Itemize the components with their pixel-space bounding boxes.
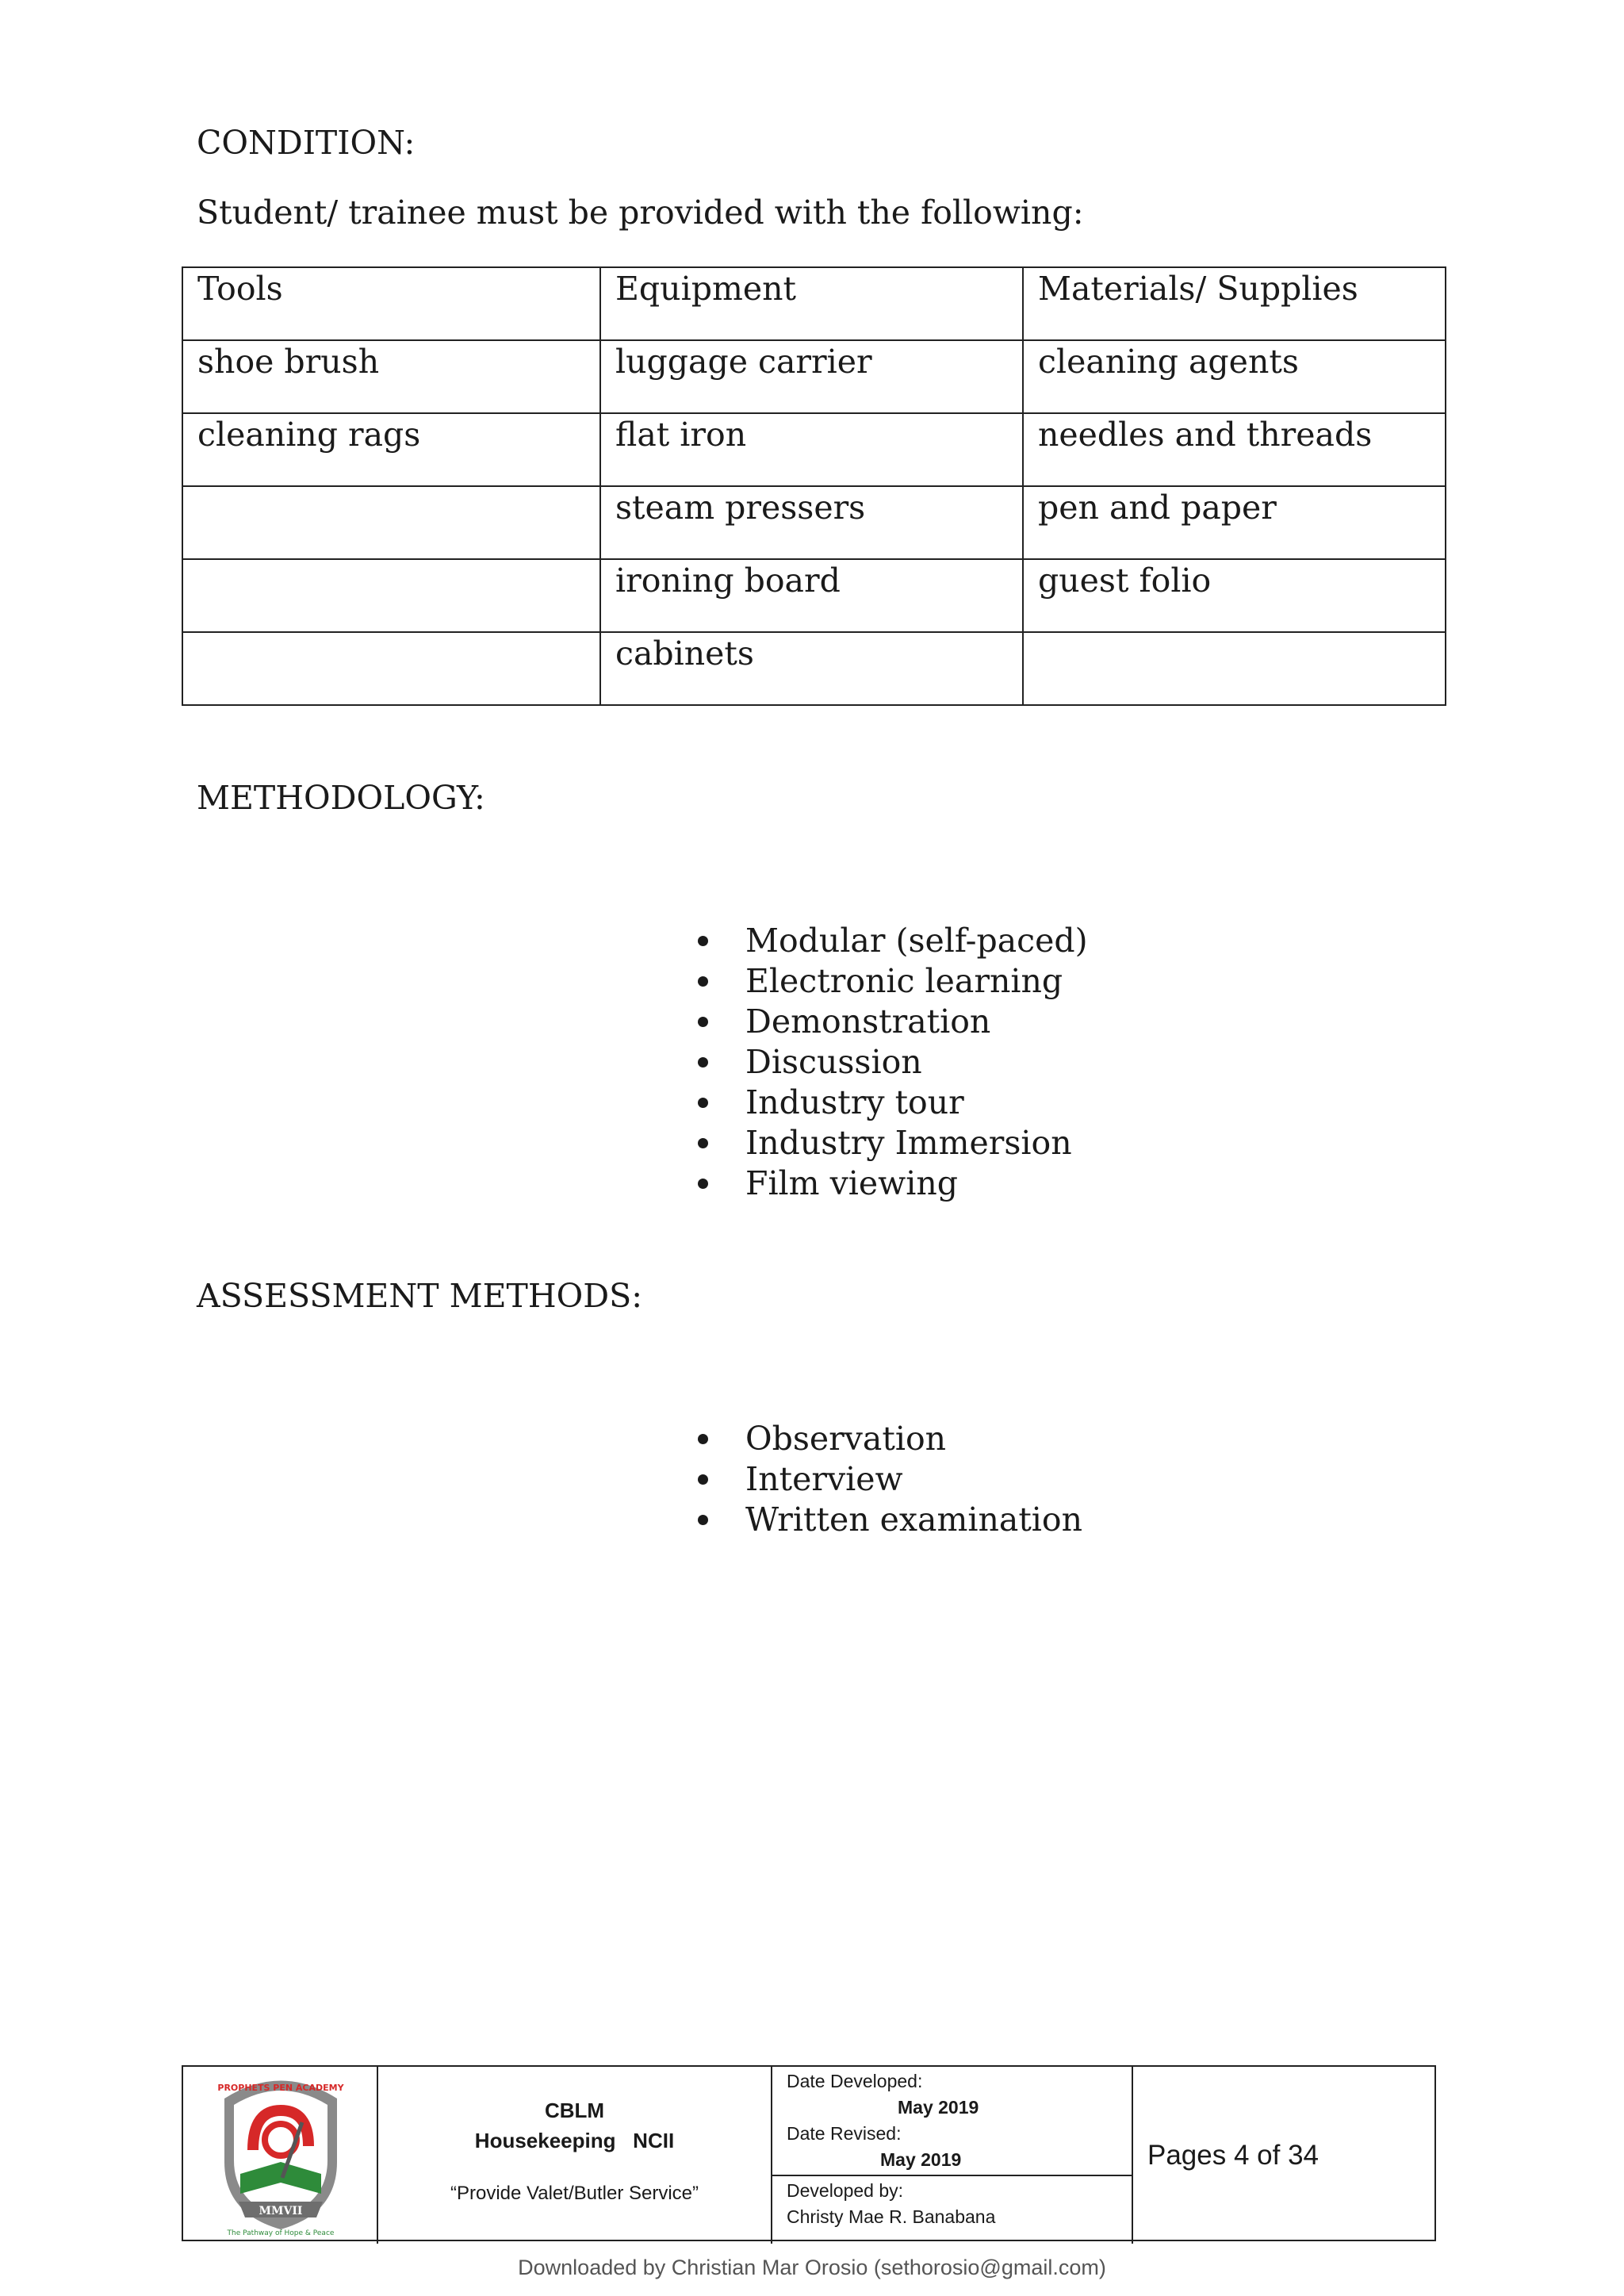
table-row [182, 486, 1446, 559]
table-cell: cleaning rags [182, 413, 600, 486]
footer-title-line2: Housekeeping NCII [474, 2129, 675, 2152]
footer-subtitle: “Provide Valet/Butler Service” [450, 2183, 699, 2204]
table-cell: cleaning agents [1023, 340, 1446, 413]
list-item: Industry Immersion [698, 1123, 1088, 1163]
methodology-list [698, 921, 1088, 1204]
table-row [182, 632, 1446, 705]
header-tools: Tools [182, 267, 600, 340]
date-developed-value: May 2019 [898, 2097, 979, 2118]
date-developed-label: Date Developed: [787, 2071, 923, 2091]
table-header-row [182, 267, 1446, 340]
table-cell: ironing board [600, 559, 1023, 632]
header-materials: Materials/ Supplies [1023, 267, 1446, 340]
list-item: Industry tour [698, 1083, 1088, 1123]
date-revised-value: May 2019 [880, 2149, 962, 2170]
table-row [182, 413, 1446, 486]
assessment-heading: ASSESSMENT METHODS: [197, 1277, 643, 1315]
download-note: Downloaded by Christian Mar Orosio (sethorosio@gmail.com) [518, 2256, 1106, 2279]
list-item: Electronic learning [698, 961, 1088, 1002]
list-item: Modular (self-paced) [698, 921, 1088, 961]
methodology-heading: METHODOLOGY: [197, 779, 485, 817]
table-cell: cabinets [600, 632, 1023, 705]
table-cell: flat iron [600, 413, 1023, 486]
footer-logo-cell [183, 2067, 378, 2244]
developed-by-label: Developed by: [787, 2180, 904, 2201]
condition-heading: CONDITION: [197, 124, 416, 162]
list-item: Interview [698, 1459, 1082, 1500]
date-revised-label: Date Revised: [787, 2123, 902, 2144]
condition-intro: Student/ trainee must be provided with the following: [197, 194, 1084, 232]
supplies-table [182, 266, 1446, 706]
table-cell [182, 559, 600, 632]
footer-title-cell [378, 2067, 772, 2244]
table-row [182, 340, 1446, 413]
school-seal-logo-icon [183, 2067, 378, 2240]
list-item: Film viewing [698, 1163, 1088, 1204]
table-cell [1023, 632, 1446, 705]
list-item: Discussion [698, 1042, 1088, 1083]
footer-pages-cell [1133, 2067, 1434, 2244]
svg-text:The Pathway of Hope & Peace: The Pathway of Hope & Peace [227, 2229, 335, 2237]
table-row [182, 559, 1446, 632]
table-cell: shoe brush [182, 340, 600, 413]
list-item: Demonstration [698, 1002, 1088, 1042]
table-cell [182, 632, 600, 705]
list-item: Observation [698, 1419, 1082, 1459]
table-cell: guest folio [1023, 559, 1446, 632]
developed-by-value: Christy Mae R. Banabana [787, 2206, 996, 2227]
table-cell: luggage carrier [600, 340, 1023, 413]
table-cell [182, 486, 600, 559]
list-item: Written examination [698, 1500, 1082, 1540]
table-cell: needles and threads [1023, 413, 1446, 486]
svg-text:PROPHETS PEN ACADEMY: PROPHETS PEN ACADEMY [217, 2083, 344, 2093]
header-equipment: Equipment [600, 267, 1023, 340]
footer-title-line1: CBLM [544, 2099, 605, 2122]
table-cell: pen and paper [1023, 486, 1446, 559]
assessment-list [698, 1419, 1082, 1540]
page-counter: Pages 4 of 34 [1147, 2139, 1319, 2171]
table-cell: steam pressers [600, 486, 1023, 559]
document-footer [182, 2065, 1436, 2241]
svg-text:MMVII: MMVII [259, 2205, 303, 2217]
footer-dates-cell [772, 2067, 1133, 2244]
